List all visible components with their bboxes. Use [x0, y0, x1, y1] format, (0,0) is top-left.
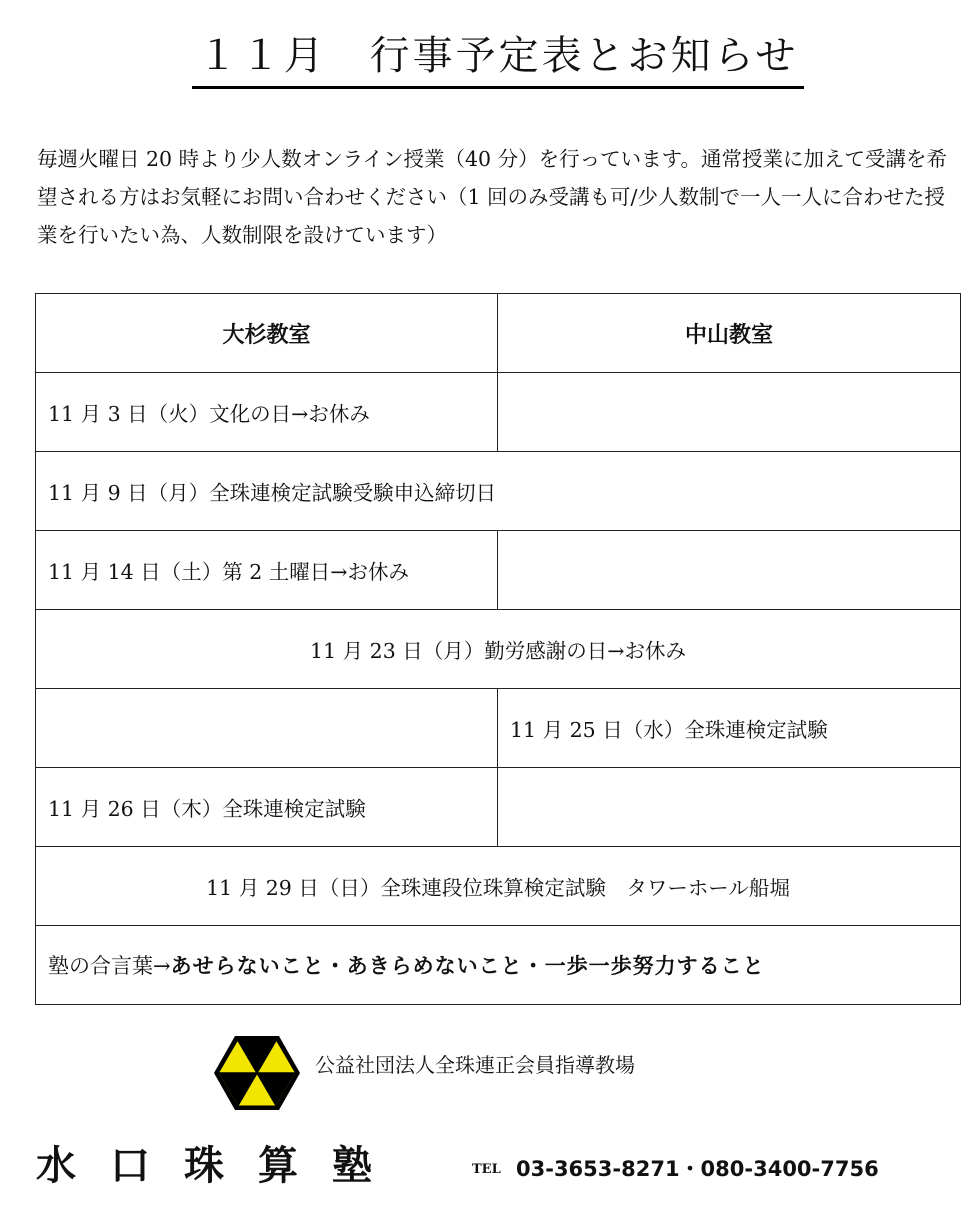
abacus-federation-logo-icon — [212, 1034, 302, 1112]
header-nakayama-classroom: 中山教室 — [498, 294, 961, 373]
event-cell-osugi: 11 月 14 日（土）第 2 土曜日→お休み — [36, 531, 498, 610]
schedule-table — [35, 293, 961, 1005]
page-title: １１月 行事予定表とお知らせ — [192, 30, 804, 89]
tel-label: TEL — [472, 1162, 501, 1177]
event-cell-nakayama — [498, 768, 961, 847]
table-row — [36, 531, 961, 610]
table-row — [36, 452, 961, 531]
motto-row — [36, 926, 961, 1005]
motto-prefix: 塾の合言葉→ — [48, 954, 171, 978]
header-osugi-classroom: 大杉教室 — [36, 294, 498, 373]
event-cell-both: 11 月 9 日（月）全珠連検定試験受験申込締切日 — [36, 452, 961, 531]
event-cell-osugi: 11 月 26 日（木）全珠連検定試験 — [36, 768, 498, 847]
school-name: 水口珠算塾 — [36, 1142, 406, 1189]
table-header-row — [36, 294, 961, 373]
table-row — [36, 768, 961, 847]
motto-cell — [36, 926, 961, 1005]
table-row — [36, 373, 961, 452]
event-cell-both: 11 月 29 日（日）全珠連段位珠算検定試験 タワーホール船堀 — [36, 847, 961, 926]
tel-numbers: 03-3653-8271・080-3400-7756 — [516, 1157, 879, 1181]
event-cell-both: 11 月 23 日（月）勤労感謝の日→お休み — [36, 610, 961, 689]
motto-text: あせらないこと・あきらめないこと・一歩一歩努力すること — [170, 954, 765, 978]
event-cell-osugi: 11 月 3 日（火）文化の日→お休み — [36, 373, 498, 452]
event-cell-nakayama — [498, 373, 961, 452]
event-cell-osugi — [36, 689, 498, 768]
event-cell-nakayama: 11 月 25 日（水）全珠連検定試験 — [498, 689, 961, 768]
intro-notice: 毎週火曜日 20 時より少人数オンライン授業（40 分）を行っています。通常授業に加えて受講を希望される方はお気軽にお問い合わせください（1 回のみ受講も可/少人数制で一人一人に合わせた授業を行いたい為、人数制限を設けています） — [37, 147, 947, 247]
affiliation-text: 公益社団法人全珠連正会員指導教場 — [315, 1053, 635, 1077]
event-cell-nakayama — [498, 531, 961, 610]
table-row — [36, 689, 961, 768]
table-row — [36, 610, 961, 689]
table-row — [36, 847, 961, 926]
